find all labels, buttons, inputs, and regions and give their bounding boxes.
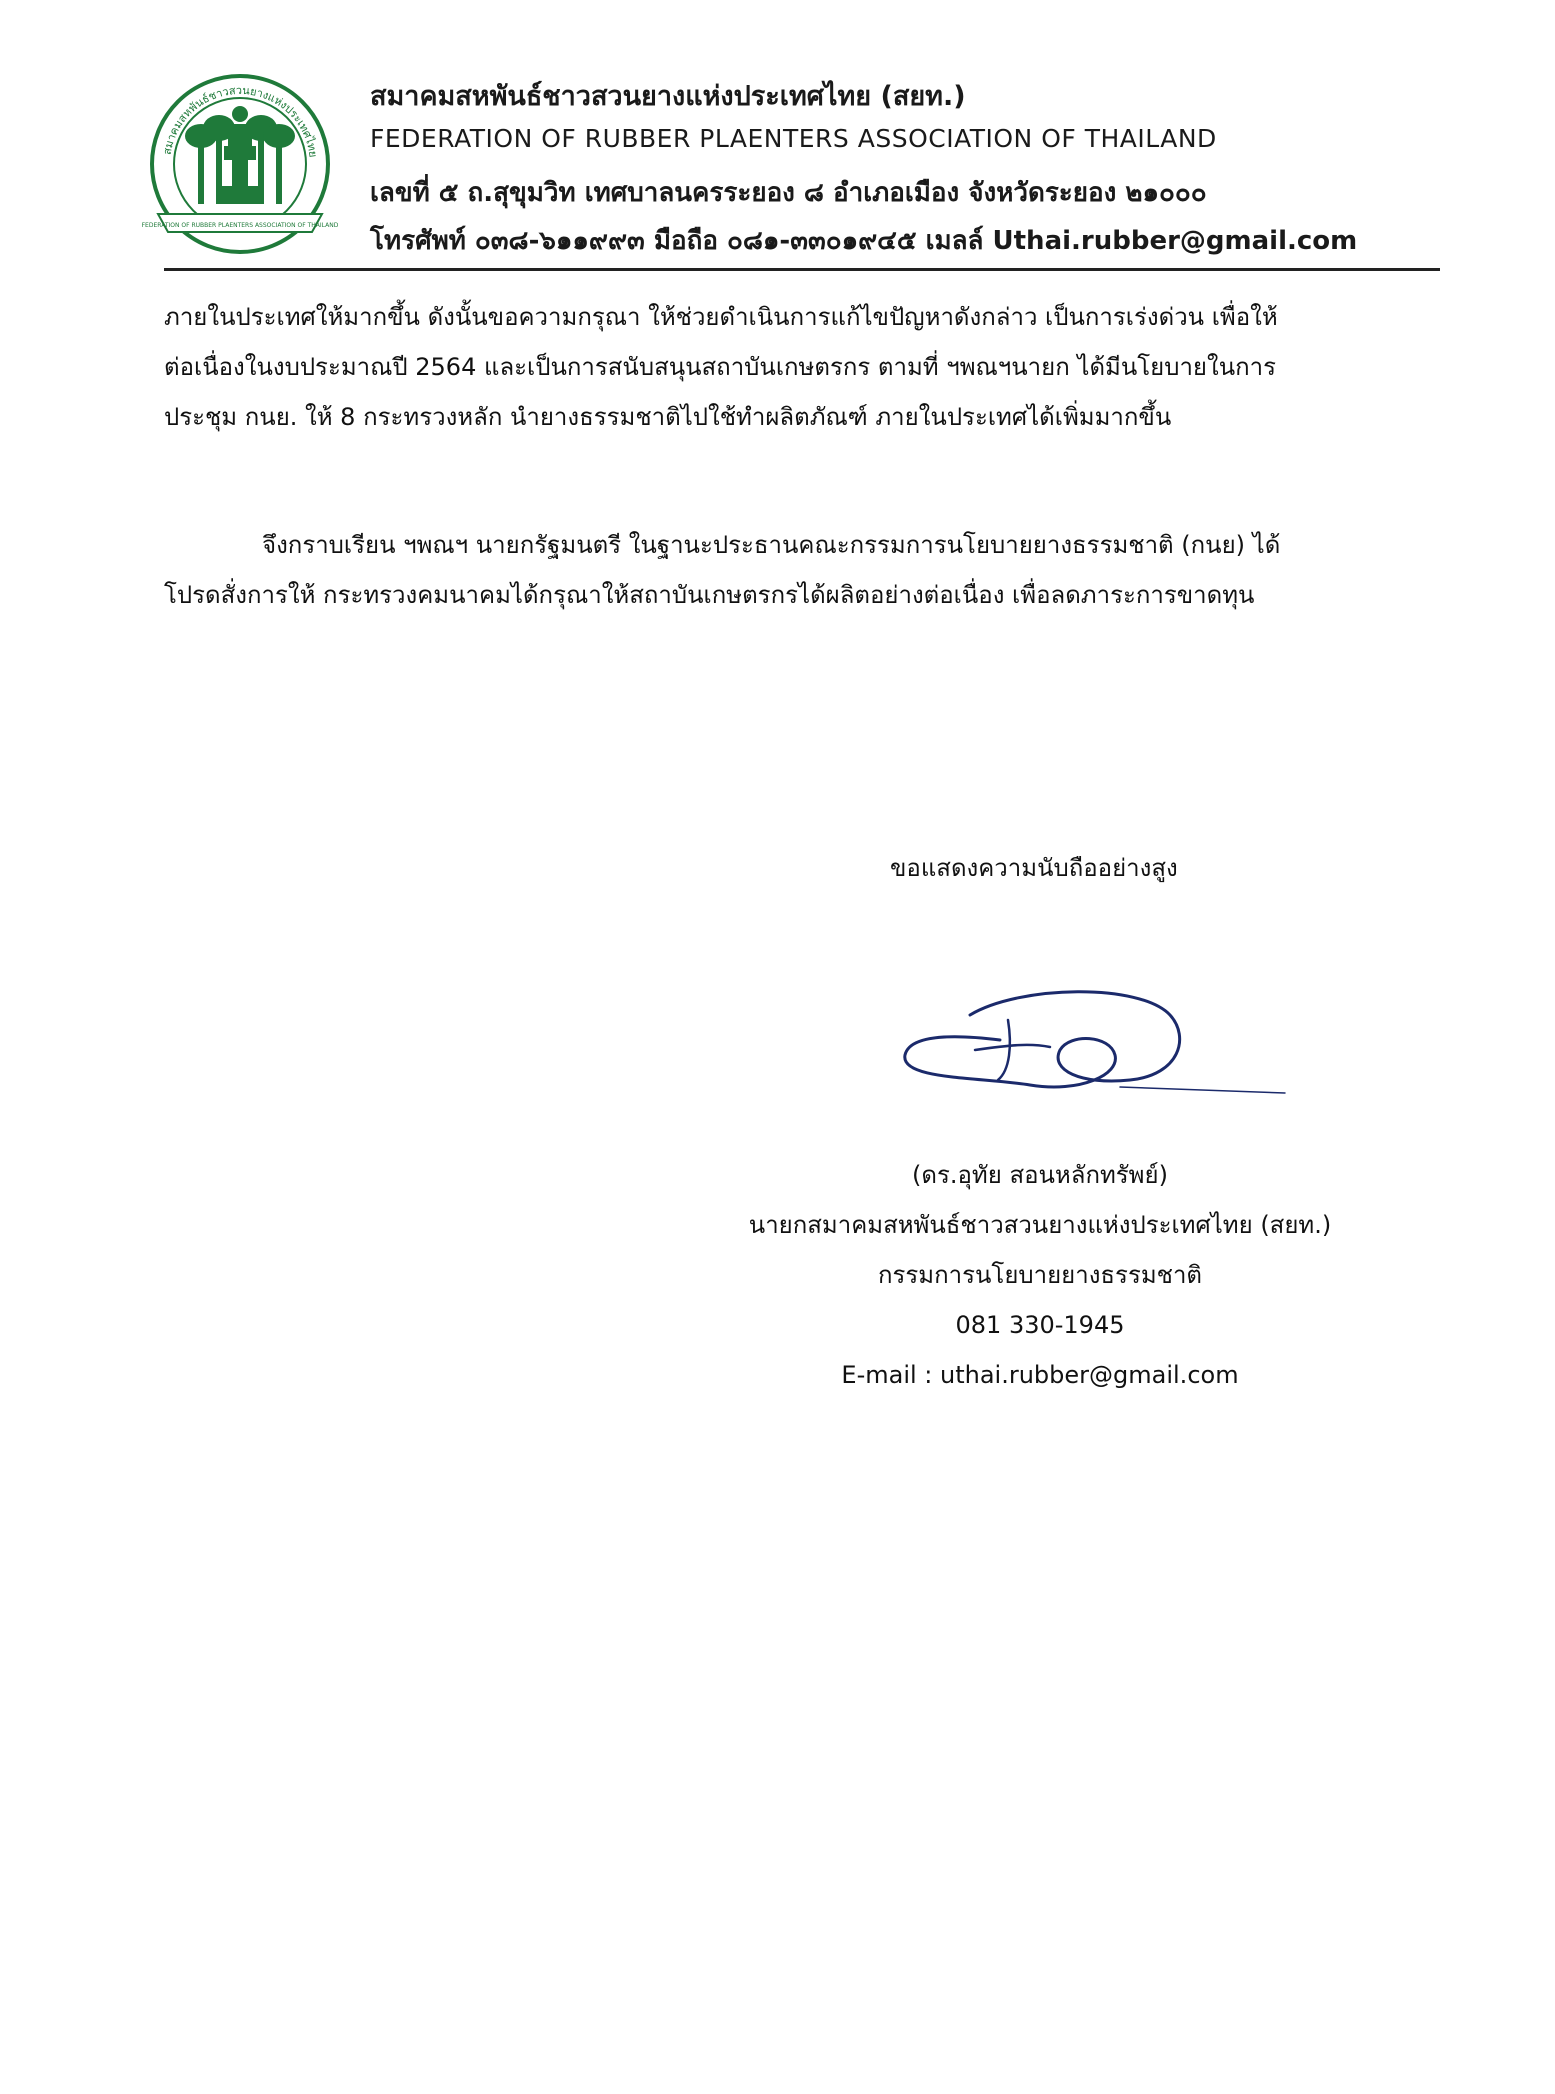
header-divider (164, 268, 1440, 271)
logo-text-th: สมาคมสหพันธ์ชาวสวนยางแห่งประเทศไทย (160, 83, 320, 159)
paragraph-line: ประชุม กนย. ให้ 8 กระทรวงหลัก นำยางธรรมชาติไปใช้ทำผลิตภัณฑ์ ภายในประเทศได้เพิ่มมากขึ้น (164, 403, 1172, 431)
paragraph-line: ภายในประเทศให้มากขึ้น ดังนั้นขอความกรุณา ให้ช่วยดำเนินการแก้ไขปัญหาดังกล่าว เป็นการเร่งด่วน เพื่อให้ (164, 303, 1278, 331)
association-logo (140, 64, 340, 264)
signatory-title: นายกสมาคมสหพันธ์ชาวสวนยางแห่งประเทศไทย (สยท.) (748, 1211, 1332, 1239)
org-contact: โทรศัพท์ ๐๓๘-๖๑๑๙๙๓ มือถือ ๐๘๑-๓๓๐๑๙๔๕ เมลล์ Uthai.rubber@gmail.com (370, 226, 1358, 256)
paragraph-line: ต่อเนื่องในงบประมาณปี 2564 และเป็นการสนับสนุนสถาบันเกษตรกร ตามที่ ฯพณฯนายก ได้มีนโยบายในการ (164, 353, 1277, 381)
signatory-position: กรรมการนโยบายยางธรรมชาติ (877, 1261, 1203, 1289)
org-address: เลขที่ ๕ ถ.สุขุมวิท เทศบาลนครระยอง ๘ อำเภอเมือง จังหวัดระยอง ๒๑๐๐๐ (370, 178, 1207, 208)
signatory-name: (ดร.อุทัย สอนหลักทรัพย์) (912, 1161, 1168, 1189)
handwritten-signature (880, 975, 1300, 1115)
body-paragraph-2 (164, 520, 1424, 620)
closing-salutation: ขอแสดงความนับถืออย่างสูง (890, 854, 1178, 882)
body-paragraph-1 (164, 292, 1424, 442)
logo-text-en: FEDERATION OF RUBBER PLAENTERS ASSOCIATION OF THAILAND (141, 222, 339, 229)
paragraph-line: จึงกราบเรียน ฯพณฯ นายกรัฐมนตรี ในฐานะประธานคณะกรรมการนโยบายยางธรรมชาติ (กนย) ได้ (262, 531, 1281, 559)
signatory-phone: 081 330-1945 (955, 1311, 1125, 1339)
org-name-en: FEDERATION OF RUBBER PLAENTERS ASSOCIATION OF THAILAND (370, 124, 1217, 153)
paragraph-line: โปรดสั่งการให้ กระทรวงคมนาคมได้กรุณาให้สถาบันเกษตรกรได้ผลิตอย่างต่อเนื่อง เพื่อลดภาระการขาดทุน (164, 581, 1255, 609)
org-name-th: สมาคมสหพันธ์ชาวสวนยางแห่งประเทศไทย (สยท.) (370, 81, 966, 112)
signatory-block (600, 1150, 1480, 1400)
signatory-email: E-mail : uthai.rubber@gmail.com (841, 1361, 1239, 1389)
